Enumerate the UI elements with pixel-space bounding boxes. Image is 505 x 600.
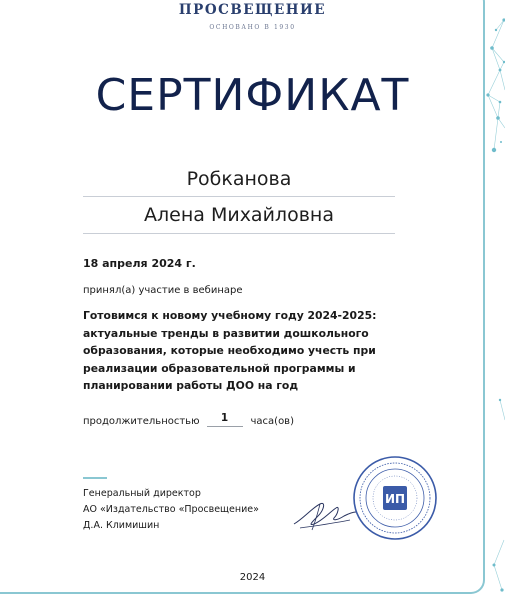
brand-founded: ОСНОВАНО В 1930 [209, 24, 296, 31]
recipient-given-names: Алена Михайловна [144, 204, 334, 226]
signature-icon [290, 490, 360, 535]
footer-year: 2024 [239, 572, 266, 583]
webinar-title-line: реализации образовательной программы и [83, 361, 356, 375]
recipient-surname: Робканова [186, 168, 292, 190]
name-divider [83, 233, 395, 234]
participation-text: принял(а) участие в вебинаре [83, 285, 243, 296]
seal-emblem: ИП [384, 492, 406, 506]
surname-divider [83, 196, 395, 197]
signatory-name: Д.А. Климишин [83, 520, 160, 531]
webinar-title-line: планировании работы ДОО на год [83, 379, 299, 392]
duration-label: продолжительностью [83, 416, 200, 427]
accent-line [83, 477, 107, 479]
duration-row [83, 412, 294, 427]
duration-unit: часа(ов) [250, 416, 294, 427]
publisher-logo [0, 2, 505, 31]
brand-name: ПРОСВЕЩЕНИЕ [178, 2, 327, 18]
webinar-title-line: образования, которые необходимо учесть при [83, 344, 376, 357]
seal-stamp-icon [352, 455, 438, 541]
webinar-title-line: Готовимся к новому учебному году 2024-2025: [83, 309, 377, 322]
duration-hours: 1 [207, 412, 243, 427]
certificate-title: СЕРТИФИКАТ [95, 70, 410, 121]
signatory-company: АО «Издательство «Просвещение» [83, 504, 259, 515]
issue-date: 18 апреля 2024 г. [83, 257, 196, 270]
webinar-title-line: актуальные тренды в развитии дошкольного [83, 326, 369, 340]
signatory-block [83, 486, 259, 534]
signatory-position: Генеральный директор [83, 488, 201, 499]
webinar-title [83, 307, 413, 395]
